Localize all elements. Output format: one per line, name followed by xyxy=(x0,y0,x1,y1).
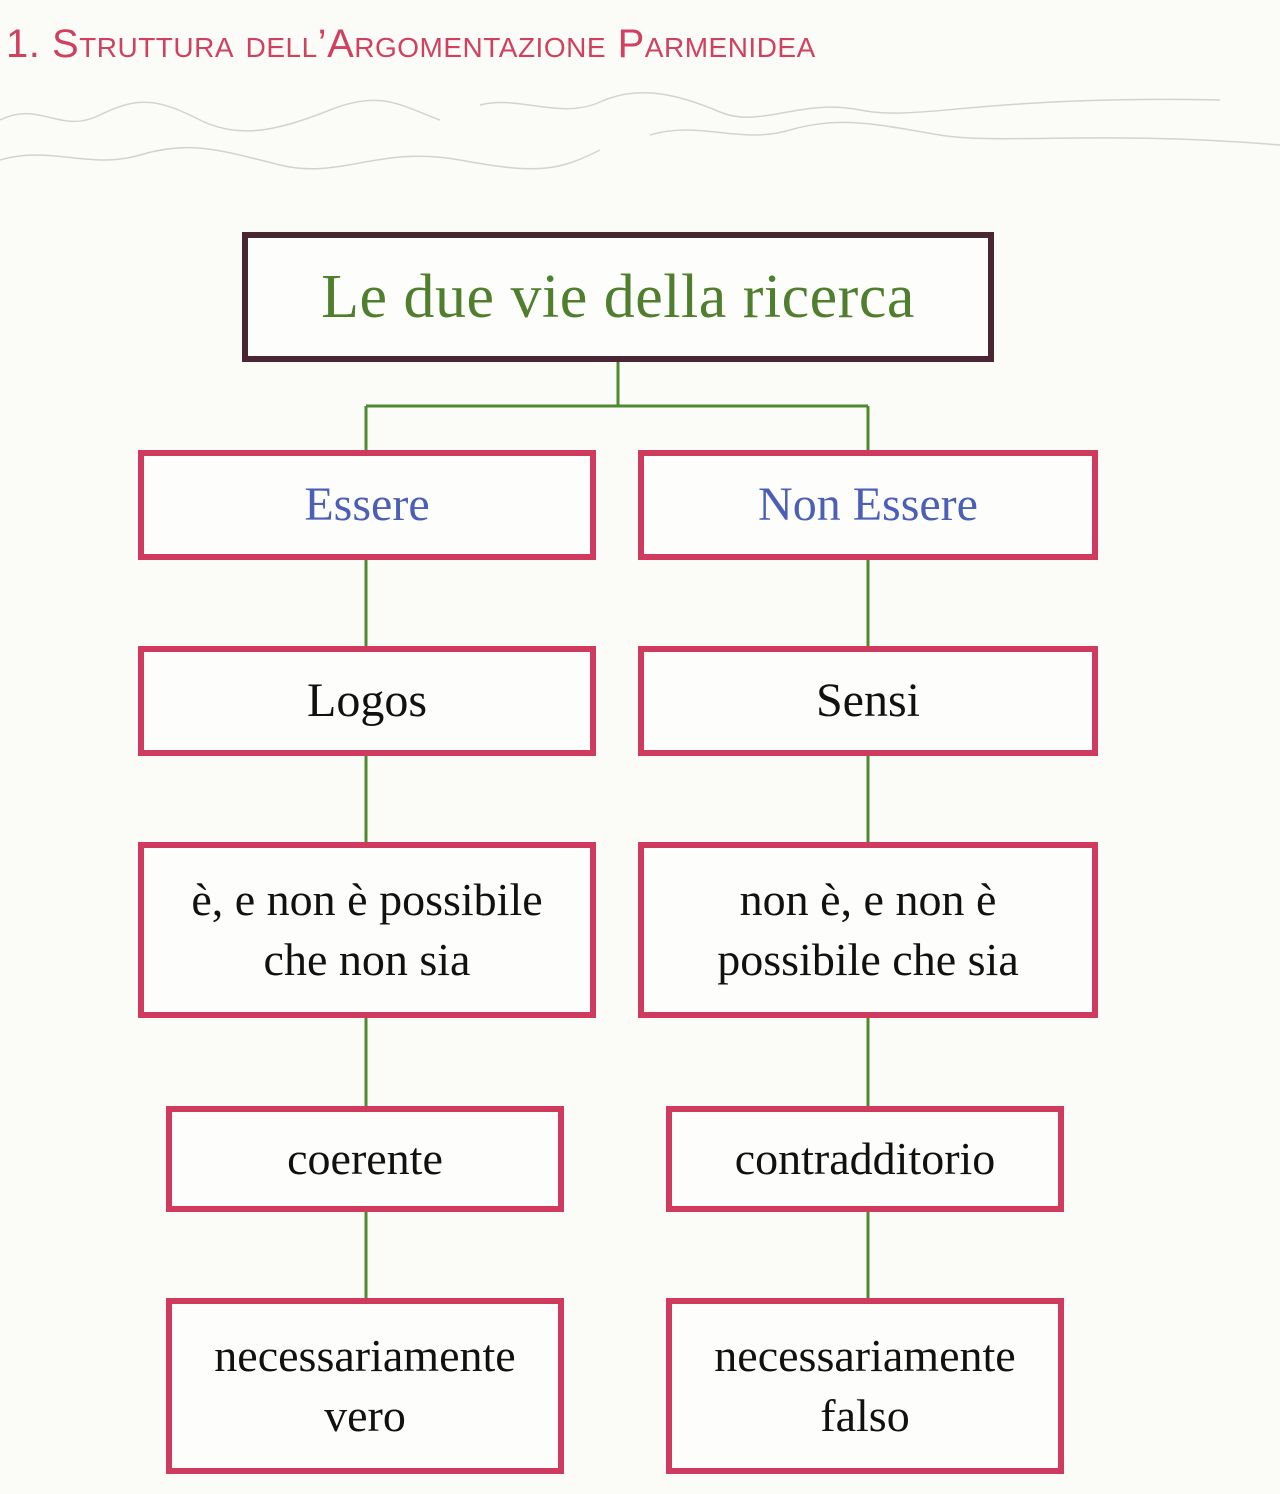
essere-statement-node xyxy=(138,842,596,1018)
coerente-label: coerente xyxy=(287,1133,443,1185)
sensi-node xyxy=(638,646,1098,756)
sensi-label: Sensi xyxy=(815,673,920,727)
vero-line-2: vero xyxy=(324,1390,406,1441)
root-node xyxy=(242,232,994,362)
vero-node xyxy=(166,1298,564,1474)
contradditorio-node xyxy=(666,1106,1064,1212)
logos-node xyxy=(138,646,596,756)
contradditorio-label: contradditorio xyxy=(734,1133,996,1185)
coerente-node xyxy=(166,1106,564,1212)
falso-line-2: falso xyxy=(820,1390,910,1441)
root-label: Le due vie della ricerca xyxy=(321,262,915,331)
page-title: 1. Struttura dell’Argomentazione Parmenidea xyxy=(6,22,816,66)
falso-line-1: necessariamente xyxy=(714,1330,1016,1382)
non-essere-statement-line-2: possibile che sia xyxy=(717,934,1019,985)
vero-line-1: necessariamente xyxy=(214,1330,516,1382)
falso-node xyxy=(666,1298,1064,1474)
non-essere-statement-line-1: non è, e non è xyxy=(739,874,997,926)
essere-label: Essere xyxy=(304,477,430,531)
non-essere-node xyxy=(638,450,1098,560)
non-essere-statement-node xyxy=(638,842,1098,1018)
non-essere-label: Non Essere xyxy=(758,477,978,531)
logos-label: Logos xyxy=(307,673,427,727)
essere-statement-line-1: è, e non è possibile xyxy=(191,874,543,926)
essere-statement-line-2: che non sia xyxy=(263,934,471,985)
essere-node xyxy=(138,450,596,560)
